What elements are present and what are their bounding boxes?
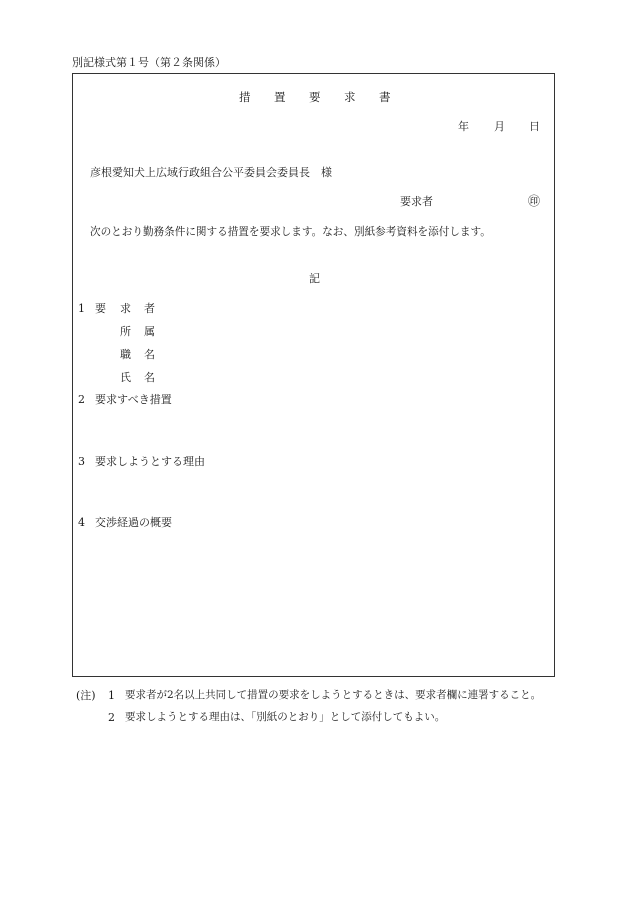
sub-field-char: 名 — [144, 371, 155, 384]
intro-text: 次のとおり勤務条件に関する措置を要求します。なお、別紙参考資料を添付します。 — [90, 226, 491, 238]
note-number: 1 — [108, 689, 115, 702]
item1-label-char: 者 — [144, 302, 155, 315]
title-char: 書 — [379, 90, 391, 104]
seal-mark: ㊞ — [528, 194, 541, 208]
ki-mark: 記 — [309, 272, 320, 285]
sub-field-char: 名 — [144, 348, 155, 361]
item4-label: 交渉経過の概要 — [95, 516, 172, 529]
date-day: 日 — [529, 120, 540, 133]
item1-label-char: 要 — [95, 302, 106, 315]
item-number: 2 — [78, 393, 85, 406]
notes-prefix: (注) — [76, 689, 96, 702]
addressee: 彦根愛知犬上広域行政組合公平委員会委員長 様 — [90, 166, 332, 179]
title-char: 要 — [309, 90, 321, 104]
sub-field-char: 氏 — [120, 371, 131, 384]
note-text: 要求者が2名以上共同して措置の要求をしようとするときは、要求者欄に連署すること。 — [125, 689, 542, 701]
note-number: 2 — [108, 711, 115, 724]
sub-field-char: 属 — [144, 325, 155, 338]
note-text: 要求しようとする理由は、「別紙のとおり」として添付してもよい。 — [125, 711, 446, 723]
item-number: 4 — [78, 516, 85, 529]
item-number: 1 — [78, 302, 85, 315]
item3-label: 要求しようとする理由 — [95, 455, 205, 468]
sub-field-char: 職 — [120, 348, 131, 361]
date-month: 月 — [494, 120, 505, 133]
title-char: 措 — [239, 90, 251, 104]
item-number: 3 — [78, 455, 85, 468]
sub-field-char: 所 — [120, 325, 131, 338]
date-year: 年 — [458, 120, 469, 133]
item2-label: 要求すべき措置 — [95, 393, 172, 406]
requester-label: 要求者 — [400, 195, 433, 208]
item1-label-char: 求 — [120, 302, 131, 315]
form-label: 別記様式第１号（第２条関係） — [72, 56, 226, 69]
title-char: 求 — [344, 90, 356, 104]
title-char: 置 — [274, 90, 286, 104]
